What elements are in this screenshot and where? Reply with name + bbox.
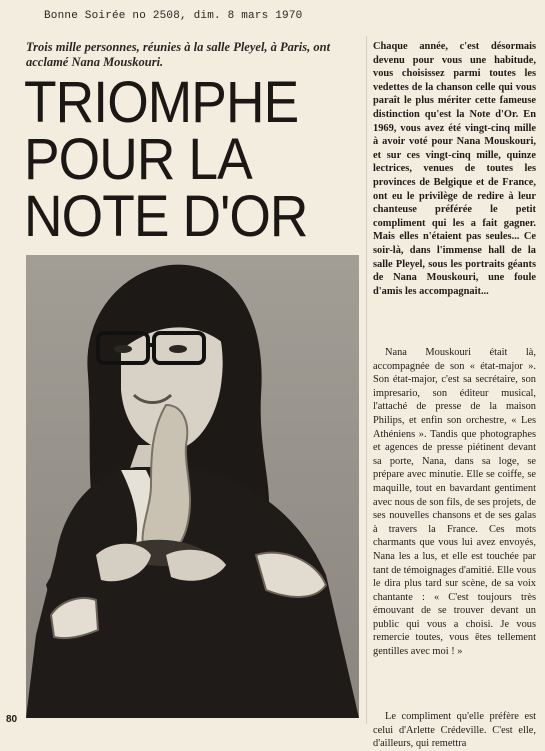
headline-line-1: TRIOMPHE	[24, 70, 299, 135]
intro-deck: Trois mille personnes, réunies à la salle Pleyel, à Paris, ont acclamé Nana Mouskouri.	[26, 40, 331, 69]
page-number: 80	[6, 714, 18, 725]
closing-paragraph: Le compliment qu'elle préfère est celui d'Arlette Crédeville. C'est elle, d'ailleurs, qui remettra	[373, 711, 536, 750]
column-divider	[366, 36, 367, 724]
headline	[24, 70, 337, 249]
body-paragraph: Nana Mouskouri était là, accompagnée de son « état-major ». Son état-major, c'est sa secrétaire, son impresario, son éditeur musical, l'attaché de presse de la maison Philips, et enfin son orchestre, « Les Athéniens ». Tandis que photographes et agences de presse piétinent devant sa porte, Nana, dans sa loge, se prépare avec minutie. Elle se coiffe, se maquille, tout en bavardant gentiment avec nous de son fils, de ses projets, de ses nouvelles chansons et de ses galas à travers la France. Ces mots charmants que vous lui avez envoyés, Nana les a lus, et elle est touchée par tant de témoignages d'amitié. Elle vous le dira plus tard sur scène, de sa voix chantante : « C'est toujours très émouvant de se trouver devant un public qui vous a choisi. Je vous remercie toutes, vous êtes tellement gentilles avec moi ! »	[373, 347, 536, 658]
lead-paragraph: Chaque année, c'est désormais devenu pour vous une habitude, vous choisissez parmi toutes les vedettes de la chanson celle qui vous paraît le plus mériter cette fameuse distinction qu'est la Note d'Or. En 1969, vous avez été vingt-cinq mille à avoir voté pour Nana Mouskouri, et sur ces vingt-cinq mille, quinze lectrices, venues de toutes les provinces de Belgique et de France, ont eu le privilège de redire à leur chanteuse préférée le petit compliment qui les a fait gagner. Mais elles n'étaient pas seules... Ce soir-là, dans l'immense hall de la salle Pleyel, sous les portraits géants de Nana Mouskouri, une foule d'amis les accompagnait...	[373, 41, 536, 297]
headline-line-3: NOTE D'OR	[24, 184, 308, 249]
portrait-photo	[26, 255, 359, 718]
issue-header: Bonne Soirée no 2508, dim. 8 mars 1970	[44, 10, 303, 22]
portrait-illustration	[26, 255, 359, 718]
headline-line-2: POUR LA	[24, 127, 252, 192]
